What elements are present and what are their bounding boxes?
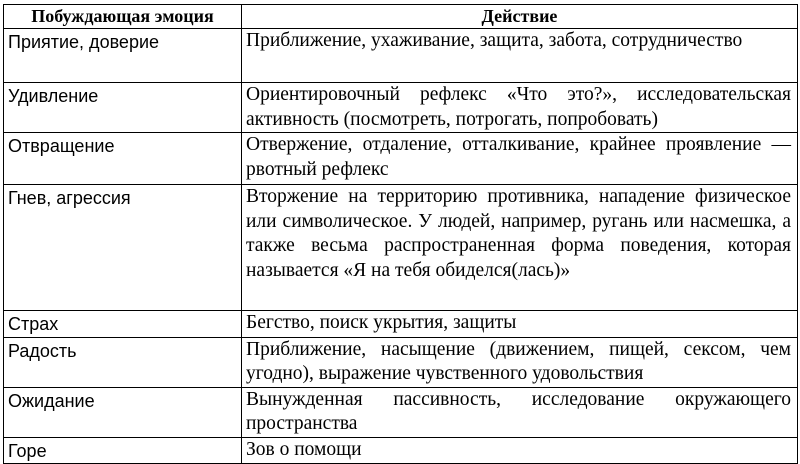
action-cell: Вынужденная пассивность, исследование окружающего пространства [242, 387, 798, 437]
table-row [4, 387, 798, 437]
table-row [4, 83, 798, 133]
table-row [4, 337, 798, 387]
table-row [4, 133, 798, 185]
header-emotion: Побуждающая эмоция [4, 5, 242, 29]
emotion-cell: Ожидание [4, 387, 242, 437]
table-row [4, 29, 798, 83]
emotion-cell: Гнев, агрессия [4, 185, 242, 311]
emotion-cell: Страх [4, 311, 242, 338]
table-header-row [4, 5, 798, 29]
emotion-cell: Приятие, доверие [4, 29, 242, 83]
header-action: Действие [242, 5, 798, 29]
action-cell: Зов о помощи [242, 437, 798, 464]
table-row [4, 185, 798, 311]
action-cell: Бегство, поиск укрытия, защиты [242, 311, 798, 338]
emotion-cell: Горе [4, 437, 242, 464]
emotion-cell: Удивление [4, 83, 242, 133]
table-row [4, 437, 798, 464]
emotion-cell: Радость [4, 337, 242, 387]
emotion-cell: Отвращение [4, 133, 242, 185]
action-cell: Приближение, ухаживание, защита, забота, сотрудничество [242, 29, 798, 83]
table-row [4, 311, 798, 338]
emotion-action-table [3, 4, 798, 464]
action-cell: Ориентировочный рефлекс «Что это?», исследовательская активность (посмотреть, потрогать, попробовать) [242, 83, 798, 133]
action-cell: Приближение, насыщение (движением, пищей, сексом, чем угодно), выражение чувственного удовольствия [242, 337, 798, 387]
action-cell: Отвержение, отдаление, отталкивание, крайнее проявление — рвотный рефлекс [242, 133, 798, 185]
action-cell: Вторжение на территорию противника, нападение физическое или символическое. У людей, например, ругань или насмешка, а также весьма распространенная форма поведения, которая называется «Я на тебя обиделся(лась)» [242, 185, 798, 311]
